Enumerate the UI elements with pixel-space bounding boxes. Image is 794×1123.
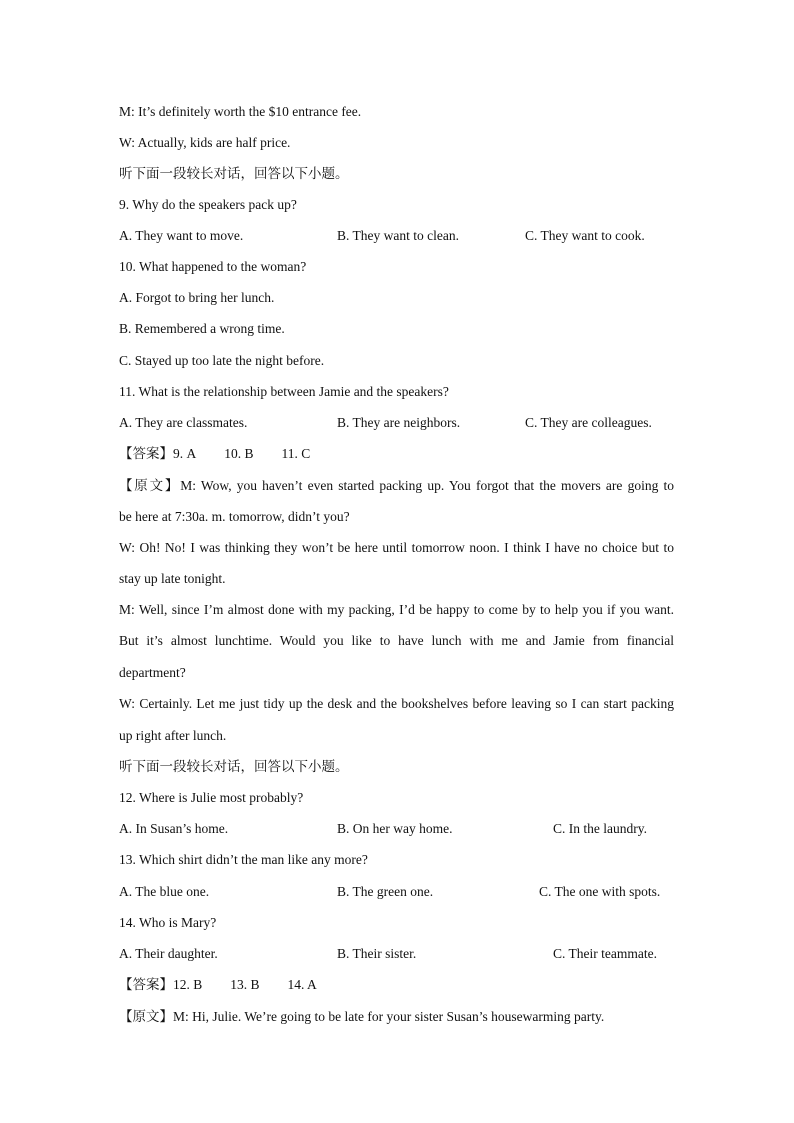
transcript-line: be here at 7:30a. m. tomorrow, didn’t you? (119, 509, 350, 524)
answer-item: 10. B (224, 446, 254, 461)
option-13a: A. The blue one. (119, 884, 210, 899)
option-10b: B. Remembered a wrong time. (119, 321, 285, 336)
transcript-line: W: Certainly. Let me just tidy up the desk and the bookshelves before leaving so I can start packing (119, 696, 674, 711)
question-13: 13. Which shirt didn’t the man like any more? (119, 852, 368, 867)
option-12c: C. In the laundry. (553, 821, 647, 836)
option-11b: B. They are neighbors. (337, 415, 461, 430)
option-14a: A. Their daughter. (119, 946, 218, 961)
question-10: 10. What happened to the woman? (119, 259, 307, 274)
transcript-line (119, 1008, 604, 1026)
section-instruction: 听下面一段较长对话，回答以下小题。 (119, 759, 349, 774)
transcript-line (119, 477, 674, 495)
section-instruction: 听下面一段较长对话，回答以下小题。 (119, 166, 349, 181)
dialogue-line: M: It’s definitely worth the $10 entrance fee. (119, 104, 362, 119)
answer-item: 11. C (281, 446, 311, 461)
option-13b: B. The green one. (337, 884, 434, 899)
option-9c: C. They want to cook. (525, 228, 645, 243)
option-14b: B. Their sister. (337, 946, 417, 961)
answer-item: 14. A (287, 977, 317, 992)
option-13c: C. The one with spots. (539, 884, 661, 899)
transcript-line: M: Well, since I’m almost done with my packing, I’d be happy to come by to help you if you want. (119, 602, 674, 617)
transcript-line: But it’s almost lunchtime. Would you like to have lunch with me and Jamie from financial (119, 633, 674, 648)
option-10a: A. Forgot to bring her lunch. (119, 290, 275, 305)
transcript-line: department? (119, 665, 186, 680)
option-11c: C. They are colleagues. (525, 415, 652, 430)
answer-label: 【答案】 (119, 446, 173, 461)
answer-line (119, 976, 317, 994)
answer-line (119, 445, 310, 463)
answer-item: 13. B (230, 977, 260, 992)
transcript-label: 【原文】 (119, 478, 181, 493)
option-12a: A. In Susan’s home. (119, 821, 229, 836)
transcript-text: M: Hi, Julie. We’re going to be late for your sister Susan’s housewarming party. (173, 1009, 605, 1024)
option-12b: B. On her way home. (337, 821, 453, 836)
question-11: 11. What is the relationship between Jamie and the speakers? (119, 384, 449, 399)
answer-item: 12. B (173, 977, 203, 992)
transcript-line: up right after lunch. (119, 728, 227, 743)
transcript-line: W: Oh! No! I was thinking they won’t be here until tomorrow noon. I think I have no choice but to (119, 540, 674, 555)
option-14c: C. Their teammate. (553, 946, 657, 961)
transcript-text: M: Wow, you haven’t even started packing up. You forgot that the movers are going to (180, 478, 674, 493)
question-9: 9. Why do the speakers pack up? (119, 197, 297, 212)
answer-item: 9. A (173, 446, 197, 461)
question-12: 12. Where is Julie most probably? (119, 790, 304, 805)
dialogue-line: W: Actually, kids are half price. (119, 135, 291, 150)
question-14: 14. Who is Mary? (119, 915, 217, 930)
transcript-line: stay up late tonight. (119, 571, 226, 586)
option-9a: A. They want to move. (119, 228, 244, 243)
option-11a: A. They are classmates. (119, 415, 248, 430)
option-9b: B. They want to clean. (337, 228, 459, 243)
answer-label: 【答案】 (119, 977, 173, 992)
option-10c: C. Stayed up too late the night before. (119, 353, 325, 368)
transcript-label: 【原文】 (119, 1009, 173, 1024)
